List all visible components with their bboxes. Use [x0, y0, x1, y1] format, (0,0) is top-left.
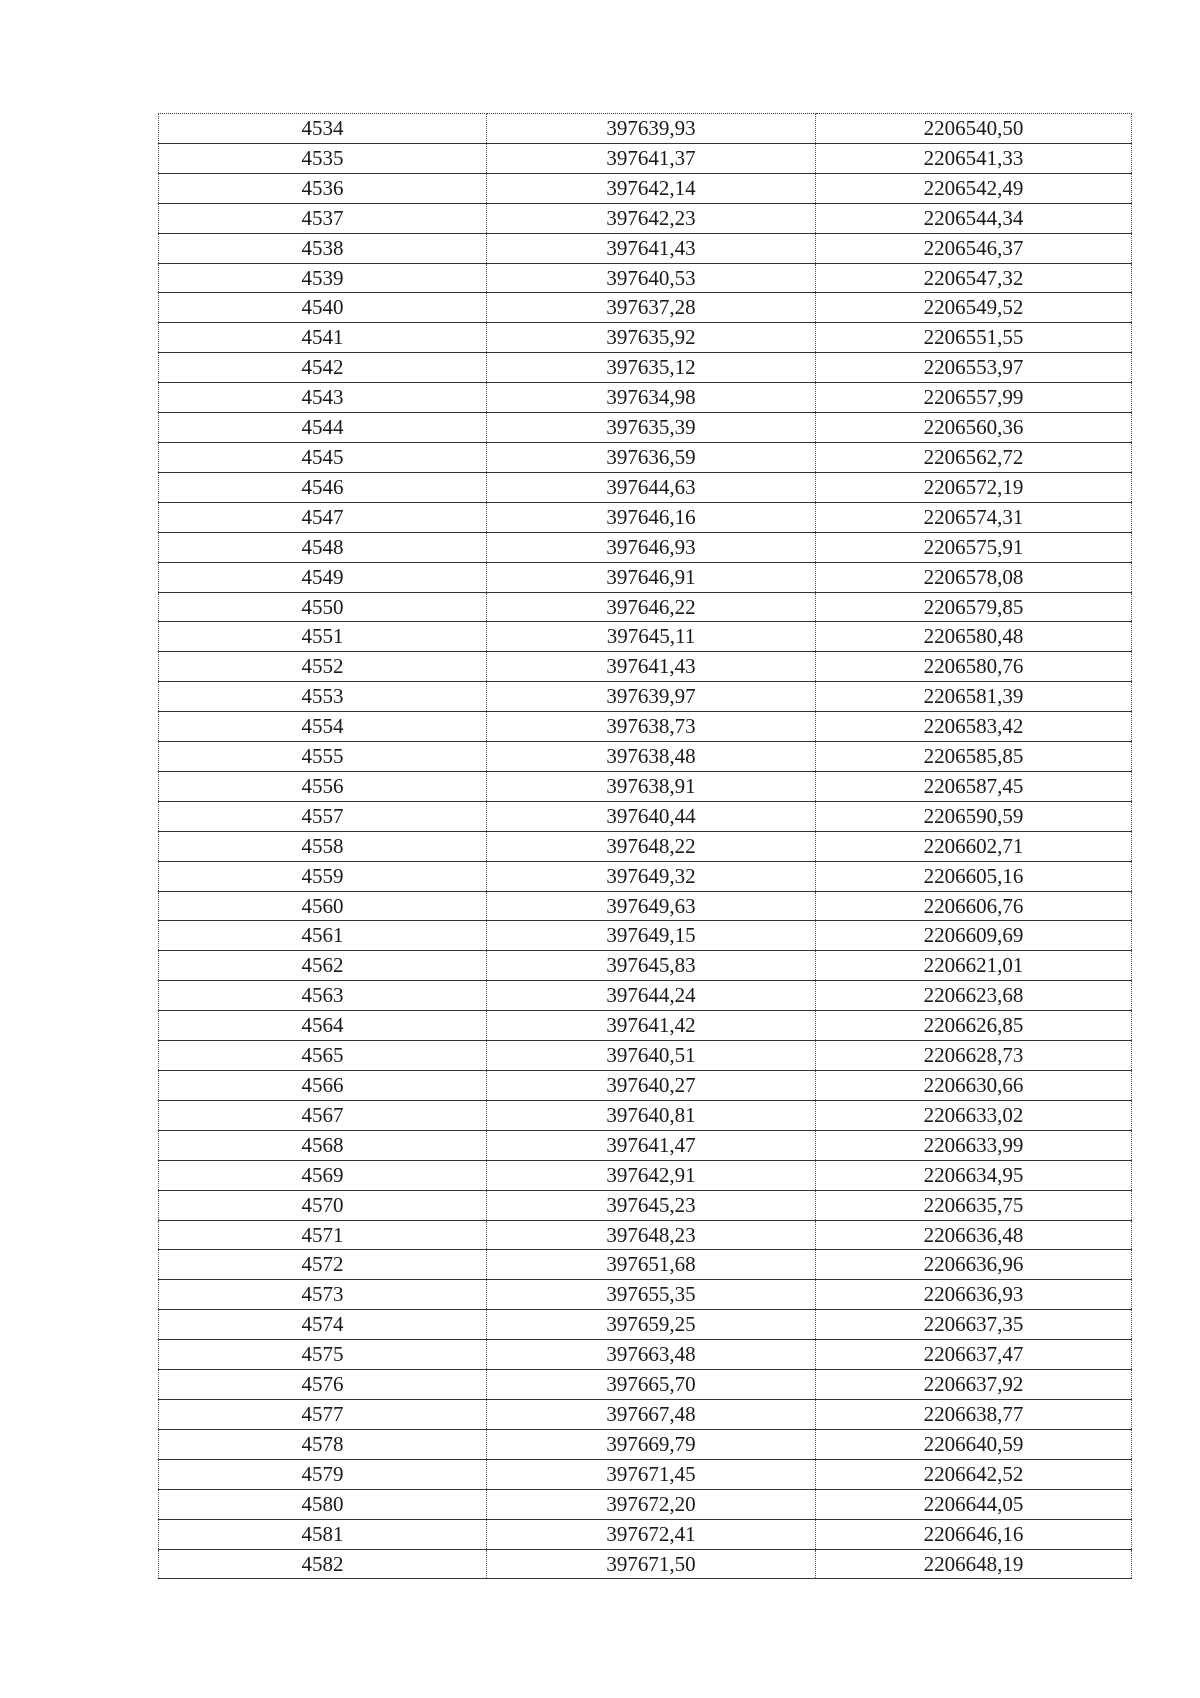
point-number-cell: 4568	[159, 1130, 487, 1160]
point-number-cell: 4560	[159, 891, 487, 921]
table-row	[159, 1549, 1132, 1579]
y-coordinate-cell: 2206579,85	[816, 592, 1132, 622]
point-number-cell: 4549	[159, 562, 487, 592]
x-coordinate-cell: 397663,48	[487, 1340, 816, 1370]
x-coordinate-cell: 397646,22	[487, 592, 816, 622]
point-number-cell: 4566	[159, 1071, 487, 1101]
x-coordinate-cell: 397649,15	[487, 921, 816, 951]
x-coordinate-cell: 397648,22	[487, 831, 816, 861]
table-row	[159, 1370, 1132, 1400]
coordinates-table-body	[159, 114, 1132, 1579]
point-number-cell: 4565	[159, 1041, 487, 1071]
x-coordinate-cell: 397642,91	[487, 1160, 816, 1190]
table-row	[159, 622, 1132, 652]
point-number-cell: 4564	[159, 1011, 487, 1041]
x-coordinate-cell: 397636,59	[487, 442, 816, 472]
y-coordinate-cell: 2206634,95	[816, 1160, 1132, 1190]
y-coordinate-cell: 2206542,49	[816, 173, 1132, 203]
table-row	[159, 1489, 1132, 1519]
table-row	[159, 1429, 1132, 1459]
x-coordinate-cell: 397671,45	[487, 1459, 816, 1489]
table-row	[159, 801, 1132, 831]
point-number-cell: 4570	[159, 1190, 487, 1220]
y-coordinate-cell: 2206609,69	[816, 921, 1132, 951]
point-number-cell: 4546	[159, 472, 487, 502]
y-coordinate-cell: 2206560,36	[816, 413, 1132, 443]
table-row	[159, 233, 1132, 263]
y-coordinate-cell: 2206549,52	[816, 293, 1132, 323]
table-row	[159, 1071, 1132, 1101]
y-coordinate-cell: 2206630,66	[816, 1071, 1132, 1101]
x-coordinate-cell: 397641,47	[487, 1130, 816, 1160]
y-coordinate-cell: 2206637,47	[816, 1340, 1132, 1370]
point-number-cell: 4551	[159, 622, 487, 652]
table-row	[159, 293, 1132, 323]
x-coordinate-cell: 397641,42	[487, 1011, 816, 1041]
y-coordinate-cell: 2206646,16	[816, 1519, 1132, 1549]
x-coordinate-cell: 397651,68	[487, 1250, 816, 1280]
point-number-cell: 4581	[159, 1519, 487, 1549]
table-row	[159, 1399, 1132, 1429]
table-row	[159, 1130, 1132, 1160]
table-row	[159, 1100, 1132, 1130]
x-coordinate-cell: 397642,14	[487, 173, 816, 203]
x-coordinate-cell: 397640,81	[487, 1100, 816, 1130]
point-number-cell: 4572	[159, 1250, 487, 1280]
point-number-cell: 4540	[159, 293, 487, 323]
point-number-cell: 4553	[159, 682, 487, 712]
x-coordinate-cell: 397640,51	[487, 1041, 816, 1071]
y-coordinate-cell: 2206637,92	[816, 1370, 1132, 1400]
x-coordinate-cell: 397639,93	[487, 114, 816, 144]
table-row	[159, 442, 1132, 472]
y-coordinate-cell: 2206637,35	[816, 1310, 1132, 1340]
table-row	[159, 323, 1132, 353]
point-number-cell: 4542	[159, 353, 487, 383]
x-coordinate-cell: 397641,43	[487, 233, 816, 263]
table-row	[159, 652, 1132, 682]
point-number-cell: 4537	[159, 203, 487, 233]
x-coordinate-cell: 397639,97	[487, 682, 816, 712]
y-coordinate-cell: 2206633,99	[816, 1130, 1132, 1160]
table-row	[159, 831, 1132, 861]
point-number-cell: 4575	[159, 1340, 487, 1370]
y-coordinate-cell: 2206606,76	[816, 891, 1132, 921]
y-coordinate-cell: 2206581,39	[816, 682, 1132, 712]
table-row	[159, 1310, 1132, 1340]
table-row	[159, 1280, 1132, 1310]
point-number-cell: 4576	[159, 1370, 487, 1400]
x-coordinate-cell: 397634,98	[487, 383, 816, 413]
point-number-cell: 4559	[159, 861, 487, 891]
point-number-cell: 4556	[159, 771, 487, 801]
x-coordinate-cell: 397669,79	[487, 1429, 816, 1459]
table-row	[159, 891, 1132, 921]
y-coordinate-cell: 2206583,42	[816, 712, 1132, 742]
y-coordinate-cell: 2206648,19	[816, 1549, 1132, 1579]
y-coordinate-cell: 2206602,71	[816, 831, 1132, 861]
x-coordinate-cell: 397672,41	[487, 1519, 816, 1549]
x-coordinate-cell: 397671,50	[487, 1549, 816, 1579]
x-coordinate-cell: 397648,23	[487, 1220, 816, 1250]
y-coordinate-cell: 2206605,16	[816, 861, 1132, 891]
point-number-cell: 4569	[159, 1160, 487, 1190]
point-number-cell: 4579	[159, 1459, 487, 1489]
point-number-cell: 4552	[159, 652, 487, 682]
table-row	[159, 951, 1132, 981]
table-row	[159, 1190, 1132, 1220]
x-coordinate-cell: 397646,16	[487, 502, 816, 532]
y-coordinate-cell: 2206640,59	[816, 1429, 1132, 1459]
point-number-cell: 4548	[159, 532, 487, 562]
y-coordinate-cell: 2206628,73	[816, 1041, 1132, 1071]
y-coordinate-cell: 2206578,08	[816, 562, 1132, 592]
x-coordinate-cell: 397665,70	[487, 1370, 816, 1400]
point-number-cell: 4562	[159, 951, 487, 981]
x-coordinate-cell: 397667,48	[487, 1399, 816, 1429]
y-coordinate-cell: 2206544,34	[816, 203, 1132, 233]
point-number-cell: 4544	[159, 413, 487, 443]
x-coordinate-cell: 397644,63	[487, 472, 816, 502]
table-row	[159, 1519, 1132, 1549]
y-coordinate-cell: 2206557,99	[816, 383, 1132, 413]
point-number-cell: 4567	[159, 1100, 487, 1130]
y-coordinate-cell: 2206572,19	[816, 472, 1132, 502]
x-coordinate-cell: 397638,73	[487, 712, 816, 742]
x-coordinate-cell: 397645,11	[487, 622, 816, 652]
table-row	[159, 682, 1132, 712]
point-number-cell: 4541	[159, 323, 487, 353]
point-number-cell: 4545	[159, 442, 487, 472]
point-number-cell: 4555	[159, 742, 487, 772]
table-row	[159, 143, 1132, 173]
x-coordinate-cell: 397659,25	[487, 1310, 816, 1340]
point-number-cell: 4574	[159, 1310, 487, 1340]
point-number-cell: 4535	[159, 143, 487, 173]
y-coordinate-cell: 2206580,76	[816, 652, 1132, 682]
point-number-cell: 4554	[159, 712, 487, 742]
y-coordinate-cell: 2206580,48	[816, 622, 1132, 652]
point-number-cell: 4558	[159, 831, 487, 861]
y-coordinate-cell: 2206587,45	[816, 771, 1132, 801]
y-coordinate-cell: 2206585,85	[816, 742, 1132, 772]
table-row	[159, 383, 1132, 413]
y-coordinate-cell: 2206574,31	[816, 502, 1132, 532]
point-number-cell: 4547	[159, 502, 487, 532]
table-row	[159, 1220, 1132, 1250]
x-coordinate-cell: 397641,37	[487, 143, 816, 173]
y-coordinate-cell: 2206553,97	[816, 353, 1132, 383]
y-coordinate-cell: 2206547,32	[816, 263, 1132, 293]
table-row	[159, 562, 1132, 592]
table-row	[159, 981, 1132, 1011]
x-coordinate-cell: 397635,12	[487, 353, 816, 383]
y-coordinate-cell: 2206636,93	[816, 1280, 1132, 1310]
point-number-cell: 4536	[159, 173, 487, 203]
y-coordinate-cell: 2206635,75	[816, 1190, 1132, 1220]
y-coordinate-cell: 2206638,77	[816, 1399, 1132, 1429]
table-row	[159, 742, 1132, 772]
point-number-cell: 4561	[159, 921, 487, 951]
table-row	[159, 592, 1132, 622]
table-row	[159, 771, 1132, 801]
point-number-cell: 4557	[159, 801, 487, 831]
table-row	[159, 353, 1132, 383]
table-row	[159, 921, 1132, 951]
table-row	[159, 114, 1132, 144]
point-number-cell: 4582	[159, 1549, 487, 1579]
x-coordinate-cell: 397638,91	[487, 771, 816, 801]
x-coordinate-cell: 397642,23	[487, 203, 816, 233]
point-number-cell: 4571	[159, 1220, 487, 1250]
table-row	[159, 502, 1132, 532]
x-coordinate-cell: 397635,92	[487, 323, 816, 353]
x-coordinate-cell: 397644,24	[487, 981, 816, 1011]
x-coordinate-cell: 397637,28	[487, 293, 816, 323]
x-coordinate-cell: 397646,93	[487, 532, 816, 562]
y-coordinate-cell: 2206633,02	[816, 1100, 1132, 1130]
x-coordinate-cell: 397640,27	[487, 1071, 816, 1101]
x-coordinate-cell: 397672,20	[487, 1489, 816, 1519]
table-row	[159, 532, 1132, 562]
table-row	[159, 861, 1132, 891]
y-coordinate-cell: 2206590,59	[816, 801, 1132, 831]
point-number-cell: 4543	[159, 383, 487, 413]
x-coordinate-cell: 397645,23	[487, 1190, 816, 1220]
table-row	[159, 472, 1132, 502]
point-number-cell: 4580	[159, 1489, 487, 1519]
x-coordinate-cell: 397640,44	[487, 801, 816, 831]
x-coordinate-cell: 397641,43	[487, 652, 816, 682]
table-row	[159, 1011, 1132, 1041]
table-row	[159, 1459, 1132, 1489]
x-coordinate-cell: 397649,63	[487, 891, 816, 921]
y-coordinate-cell: 2206626,85	[816, 1011, 1132, 1041]
y-coordinate-cell: 2206642,52	[816, 1459, 1132, 1489]
coordinates-table	[158, 113, 1132, 1579]
y-coordinate-cell: 2206621,01	[816, 951, 1132, 981]
y-coordinate-cell: 2206644,05	[816, 1489, 1132, 1519]
y-coordinate-cell: 2206636,96	[816, 1250, 1132, 1280]
table-row	[159, 413, 1132, 443]
table-row	[159, 203, 1132, 233]
point-number-cell: 4577	[159, 1399, 487, 1429]
table-row	[159, 1340, 1132, 1370]
x-coordinate-cell: 397646,91	[487, 562, 816, 592]
table-row	[159, 1160, 1132, 1190]
x-coordinate-cell: 397655,35	[487, 1280, 816, 1310]
y-coordinate-cell: 2206636,48	[816, 1220, 1132, 1250]
y-coordinate-cell: 2206623,68	[816, 981, 1132, 1011]
y-coordinate-cell: 2206562,72	[816, 442, 1132, 472]
table-row	[159, 1041, 1132, 1071]
point-number-cell: 4550	[159, 592, 487, 622]
table-row	[159, 173, 1132, 203]
point-number-cell: 4538	[159, 233, 487, 263]
point-number-cell: 4534	[159, 114, 487, 144]
x-coordinate-cell: 397645,83	[487, 951, 816, 981]
x-coordinate-cell: 397649,32	[487, 861, 816, 891]
point-number-cell: 4563	[159, 981, 487, 1011]
table-row	[159, 1250, 1132, 1280]
point-number-cell: 4578	[159, 1429, 487, 1459]
point-number-cell: 4539	[159, 263, 487, 293]
x-coordinate-cell: 397640,53	[487, 263, 816, 293]
point-number-cell: 4573	[159, 1280, 487, 1310]
table-row	[159, 712, 1132, 742]
table-row	[159, 263, 1132, 293]
y-coordinate-cell: 2206575,91	[816, 532, 1132, 562]
y-coordinate-cell: 2206551,55	[816, 323, 1132, 353]
y-coordinate-cell: 2206546,37	[816, 233, 1132, 263]
y-coordinate-cell: 2206540,50	[816, 114, 1132, 144]
y-coordinate-cell: 2206541,33	[816, 143, 1132, 173]
x-coordinate-cell: 397635,39	[487, 413, 816, 443]
x-coordinate-cell: 397638,48	[487, 742, 816, 772]
